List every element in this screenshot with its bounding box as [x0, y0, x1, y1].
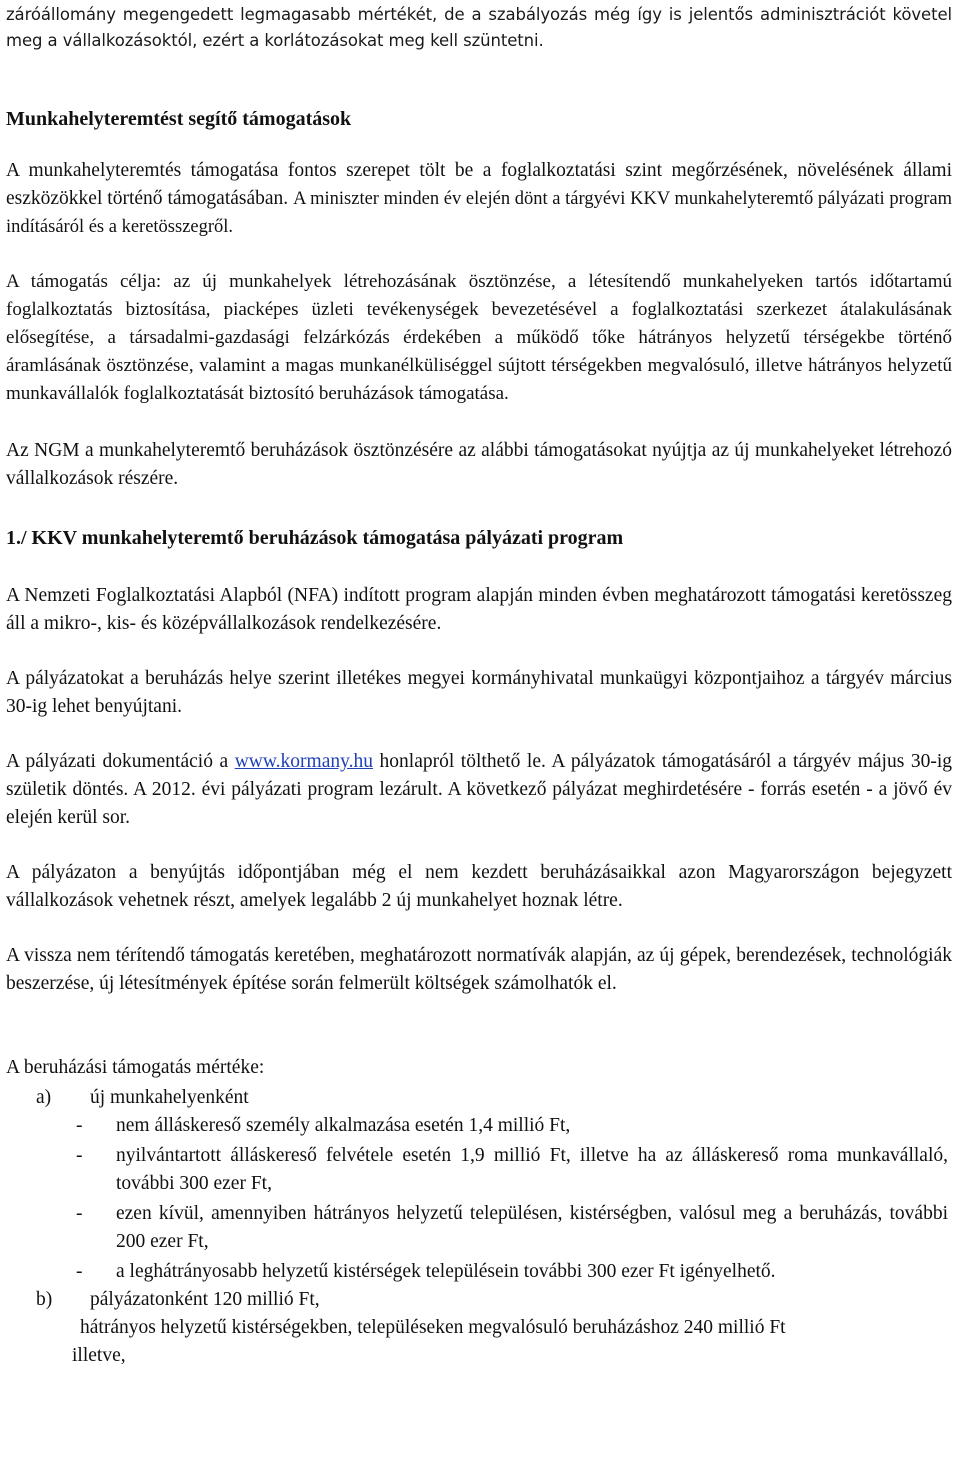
- sub-item-4: [76, 1258, 952, 1286]
- documentation-text-after: honlapról tölthető le. A pályázatok támogatásáról a tárgyév május 30-ig születik döntés. A 2012. évi pályázati program lezárult. A következő pályázat meghirdetésére - forrás esetén - a jövő év elején kerül sor.: [6, 751, 952, 828]
- paragraph-grant: A vissza nem térítendő támogatás keretében, meghatározott normatívák alapján, az új gépek, berendezések, technológiák beszerzése, új létesítmények építése során felmerült költségek számolhatók el.: [6, 945, 952, 994]
- support-rate-list: [6, 1084, 952, 1370]
- list-item-b-label: pályázatonként 120 millió Ft,: [90, 1289, 320, 1310]
- document-page: [6, 0, 952, 1370]
- paragraph-job-creation-part2: A miniszter minden év elején dönt a tárgyévi KKV munkahelyteremtő pályázati program indításáról és a keretösszegről.: [6, 189, 952, 237]
- program-heading: 1./ KKV munkahelyteremtő beruházások támogatása pályázati program: [6, 527, 624, 549]
- sub-item-3: [76, 1200, 952, 1256]
- sub-item-2: [76, 1142, 952, 1198]
- paragraph-documentation: [6, 748, 952, 832]
- sublist-a: [6, 1112, 952, 1286]
- paragraph-nfa: A Nemzeti Foglalkoztatási Alapból (NFA) indított program alapján minden évben meghatározott támogatási keretösszeg áll a mikro-, kis- és középvállalkozások rendelkezésére.: [6, 585, 952, 634]
- intro-paragraph: záróállomány megengedett legmagasabb mértékét, de a szabályozás még így is jelentős adminisztrációt követel meg a vállalkozásoktól, ezért a korlátozásokat meg kell szüntetni.: [6, 5, 952, 50]
- list-item-b-continuation: hátrányos helyzetű kistérségekben, településeken megvalósuló beruházáshoz 240 millió Ft: [80, 1317, 786, 1338]
- sub-item-1: [76, 1112, 952, 1140]
- list-item-a: [6, 1084, 952, 1112]
- list-item-a-label: új munkahelyenként: [90, 1087, 249, 1108]
- paragraph-job-creation: [6, 157, 952, 241]
- list-item-b-continuation-2: illetve,: [72, 1345, 126, 1366]
- paragraph-ngm: Az NGM a munkahelyteremtő beruházások ösztönzésére az alábbi támogatásokat nyújtja az új munkahelyeket létrehozó vállalkozások részére.: [6, 440, 952, 489]
- sub-item-text: a leghátrányosabb helyzetű kistérségek településein további 300 ezer Ft igényelhető.: [116, 1261, 776, 1282]
- dash-marker: -: [76, 1203, 83, 1224]
- sub-item-text: nyilvántartott álláskereső felvétele esetén 1,9 millió Ft, illetve ha az álláskereső roma munkavállaló, további 300 ezer Ft,: [116, 1145, 948, 1194]
- paragraph-support-goal: A támogatás célja: az új munkahelyek létrehozásának ösztönzése, a létesítendő munkahelyeken tartós időtartamú foglalkoztatás biztosítása, piacképes üzleti tevékenységek bevezetésével a foglalkoztatási szerkezet átalakulásának elősegítése, a társadalmi-gazdasági felzárkózás érdekében a működő tőke hátrányos helyzetű térségekbe történő áramlásának ösztönzése, valamint a magas munkanélküliséggel sújtott térségekben megvalósuló, illetve hátrányos helyzetű munkavállalók foglalkoztatását biztosító beruházások támogatása.: [6, 271, 952, 404]
- dash-marker: -: [76, 1261, 83, 1282]
- paragraph-job-creation-part1: A munkahelyteremtés támogatása fontos szerepet tölt be a foglalkoztatási szint megőrzésének, növelésének állami eszközökkel történő támogatásában.: [6, 160, 952, 209]
- dash-marker: -: [76, 1115, 83, 1136]
- dash-marker: -: [76, 1145, 83, 1166]
- paragraph-submission: A pályázatokat a beruházás helye szerint illetékes megyei kormányhivatal munkaügyi központjaihoz a tárgyév március 30-ig lehet benyújtani.: [6, 668, 952, 717]
- list-item-b: [6, 1286, 952, 1314]
- kormany-link[interactable]: www.kormany.hu: [234, 751, 373, 772]
- section-heading: Munkahelyteremtést segítő támogatások: [6, 108, 352, 130]
- sub-item-text: nem álláskereső személy alkalmazása esetén 1,4 millió Ft,: [116, 1115, 571, 1136]
- support-rate-title: A beruházási támogatás mértéke:: [6, 1057, 265, 1078]
- documentation-text-before: A pályázati dokumentáció a: [6, 751, 235, 772]
- sub-item-text: ezen kívül, amennyiben hátrányos helyzetű településen, kistérségben, valósul meg a beruházás, további 200 ezer Ft,: [116, 1203, 948, 1252]
- paragraph-eligibility: A pályázaton a benyújtás időpontjában még el nem kezdett beruházásaikkal azon Magyarországon bejegyzett vállalkozások vehetnek részt, amelyek legalább 2 új munkahelyet hoznak létre.: [6, 862, 952, 911]
- list-marker-a: a): [36, 1087, 52, 1108]
- list-marker-b: b): [36, 1289, 53, 1310]
